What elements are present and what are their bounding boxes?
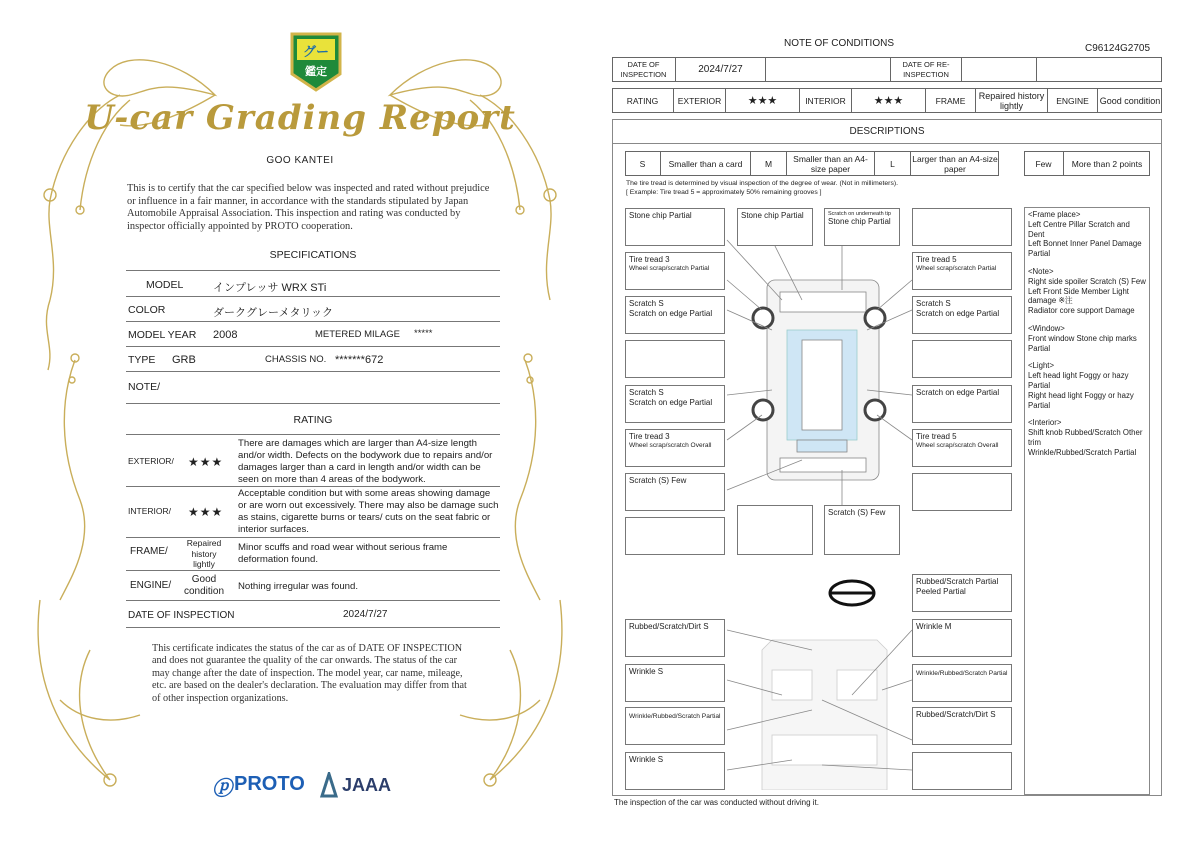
divider [126,627,500,628]
note-line: <Light> [1028,361,1055,371]
rating-heading: RATING [293,414,333,426]
legend-l: L [875,151,911,176]
condition-box: Scratch on edge Partial [912,385,1012,423]
mileage-label: METERED MILAGE [315,329,400,340]
model-year-value: 2008 [213,329,238,341]
note-line: Left Centre Pillar Scratch and Dent [1028,219,1130,239]
note-line: Front window Stone chip marks Partial [1028,333,1137,353]
engine-label: ENGINE/ [130,580,172,591]
engine-label: ENGINE [1048,88,1098,113]
intro-text: This is to certify that the car specified below was inspected and rated without prejudice or influence in a fair manner, in accordance with the standards stipulated by Japan Automobile Appraisal Association. This inspection and rating was conducted by inspector officially appointed by PROTO cooperation. [127,183,490,232]
proto-logo-mark: ⓟ [212,778,232,800]
condition-box-empty [625,340,725,378]
divider [126,403,500,404]
frame-label: FRAME [926,88,976,113]
proto-logo: PROTO [234,773,305,795]
noc-code: C96124G2705 [1085,43,1151,54]
condition-box: Tire tread 3 Wheel scrap/scratch Partial [625,252,725,290]
tire-example: [ Example: Tire tread 5 = approximately 50% remaining grooves ] [626,189,822,196]
frame-description: Minor scuffs and road wear without serious frame deformation found. [238,542,448,565]
note-line: <Interior> [1028,418,1062,428]
note-line: Left head light Foggy or hazy Partial [1028,371,1129,390]
interior-condition-box: Wrinkle/Rubbed/Scratch Partial [912,664,1012,702]
condition-box: Scratch (S) Few [625,473,725,511]
note-line [1028,410,1146,418]
condition-box: Tire tread 3 Wheel scrap/scratch Overall [625,429,725,467]
frame-value: Repaired history lightly [186,538,222,569]
legend-few-text: More than 2 points [1071,158,1143,169]
condition-box: Scratch (S) Few [824,505,900,555]
condition-box: Tire tread 5 Wheel scrap/scratch Partial [912,252,1012,290]
exterior-label: EXTERIOR/ [128,456,174,466]
divider [126,321,500,322]
date-of-inspection-value: 2024/7/27 [343,609,388,620]
note-line: Wrinkle/Rubbed/Scratch Partial [1028,447,1137,457]
condition-box: Scratch S Scratch on edge Partial [912,296,1012,334]
divider [126,486,500,487]
report-subtitle: GOO KANTEI [266,155,334,166]
exterior-label: EXTERIOR [674,88,726,113]
note-line: Right side spoiler Scratch (S) Few [1028,276,1146,286]
note-line: Shift knob Rubbed/Scratch Other trim [1028,428,1143,447]
interior-stars: ★★★ [188,505,224,519]
exterior-stars: ★★★ [726,88,800,113]
date-of-inspection-label: DATE OF INSPECTION [128,610,235,621]
engine-value: Good condition [183,574,225,597]
condition-box: Scratch S Scratch on edge Partial [625,296,725,334]
note-line: <Frame place> [1028,210,1081,219]
note-line: Right head light Foggy or hazy Partial [1028,390,1134,410]
engine-value: Good condition [1099,95,1161,106]
specifications-heading: SPECIFICATIONS [269,249,357,261]
note-line [1028,259,1146,267]
condition-box: Scratch on underneath tip Stone chip Partial [824,208,900,246]
frame-label: FRAME/ [130,546,168,557]
interior-condition-box: Rubbed/Scratch/Dirt S [912,707,1012,745]
divider [612,143,1162,144]
doi-label: DATE OF INSPECTION [612,57,676,82]
color-value: ダークグレーメタリック [213,307,334,319]
legend-l-text: Larger than an A4-size paper [912,153,998,174]
interior-condition-box: Rubbed/Scratch Partial Peeled Partial [912,574,1012,612]
interior-condition-box: Wrinkle/Rubbed/Scratch Partial [625,707,725,745]
divider [126,371,500,372]
type-value: GRB [172,354,196,366]
condition-box: Stone chip Partial [625,208,725,246]
exterior-description: There are damages which are larger than A4-size length and/or width. Defects on the bodywork due to repairs and/or damages larger than a card in length and/or width can be seen on more than 4 areas of the bodywork. [238,438,493,485]
chassis-value: *******672 [335,354,384,366]
legend-s: S [625,151,661,176]
divider [126,600,500,601]
exterior-stars: ★★★ [188,455,224,469]
condition-box-empty [912,208,1012,246]
note-of-conditions-page [600,0,1200,848]
reinspection-label: DATE OF RE-INSPECTION [890,57,962,82]
condition-box-empty [912,340,1012,378]
inspection-footnote: The inspection of the car was conducted without driving it. [614,798,819,807]
note-label: NOTE/ [128,381,161,393]
rating-label: RATING [612,88,674,113]
condition-box-empty [625,517,725,555]
divider [126,570,500,571]
divider [126,434,500,435]
divider [1036,57,1037,82]
notes-panel [1024,207,1150,795]
interior-condition-box: Rubbed/Scratch/Dirt S [625,619,725,657]
divider [126,270,500,271]
logos [212,770,402,800]
interior-label: INTERIOR/ [128,506,171,516]
condition-box-empty [912,473,1012,511]
legend-s-text: Smaller than a card [661,151,751,176]
divider [126,296,500,297]
model-label: MODEL [146,279,184,291]
model-year-label: MODEL YEAR [128,329,197,341]
note-line: <Note> [1028,266,1054,276]
condition-box: Scratch S Scratch on edge Partial [625,385,725,423]
interior-description: Acceptable condition but with some areas showing damage or are worn out excessively. There may also be damage such as stains, cigarette burns or tears/ cuts on the seat fabric or interior surfaces. [238,488,499,535]
interior-condition-box-empty [912,752,1012,790]
jaaa-logo-icon [319,772,339,798]
legend-m: M [751,151,787,176]
doi-value: 2024/7/27 [676,57,766,82]
note-line [1028,316,1146,324]
report-title: U-car Grading Report [84,98,516,138]
note-line: Radiator core support Damage [1028,306,1135,316]
descriptions-heading: DESCRIPTIONS [849,126,925,137]
legend-m-text: Smaller than an A4-size paper [787,151,875,176]
jaaa-logo: JAAA [342,775,392,795]
condition-box: Tire tread 5 Wheel scrap/scratch Overall [912,429,1012,467]
note-line: Left Bonnet Inner Panel Damage Partial [1028,239,1142,259]
notes-list [1028,210,1146,458]
interior-condition-box: Wrinkle S [625,752,725,790]
interior-label: INTERIOR [800,88,852,113]
type-label: TYPE [128,354,156,366]
note-line: <Window> [1028,323,1065,333]
interior-condition-box: Wrinkle S [625,664,725,702]
mileage-value: ***** [414,328,433,339]
interior-condition-box: Wrinkle M [912,619,1012,657]
note-line [1028,353,1146,361]
divider [126,346,500,347]
note-line: Left Front Side Member Light damage ※注 [1028,286,1129,306]
chassis-label: CHASSIS NO. [265,354,327,365]
color-label: COLOR [128,304,166,316]
condition-box: Stone chip Partial [737,208,813,246]
interior-stars: ★★★ [852,88,926,113]
model-value: インプレッサ WRX STi [213,282,327,294]
goo-kantei-badge [288,30,344,94]
badge-top-text: グー [302,44,329,59]
tire-note: The tire tread is determined by visual inspection of the degree of wear. (Not in millimeters). [626,180,898,187]
frame-value: Repaired history lightly [976,88,1048,113]
condition-box-empty [737,505,813,555]
legend-few: Few [1024,151,1064,176]
noc-title: NOTE OF CONDITIONS [784,38,894,49]
engine-description: Nothing irregular was found. [238,581,358,592]
disclaimer-text: This certificate indicates the status of the car as of DATE OF INSPECTION and does not guarantee the quality of the car onwards. The status of the car may change after the date of inspection. The model year, car name, mileage, etc. are based on the dealer's declaration. The evaluation may differ from that of other inspection organizations. [152,643,467,704]
badge-bottom-text: 鑑定 [305,66,327,78]
